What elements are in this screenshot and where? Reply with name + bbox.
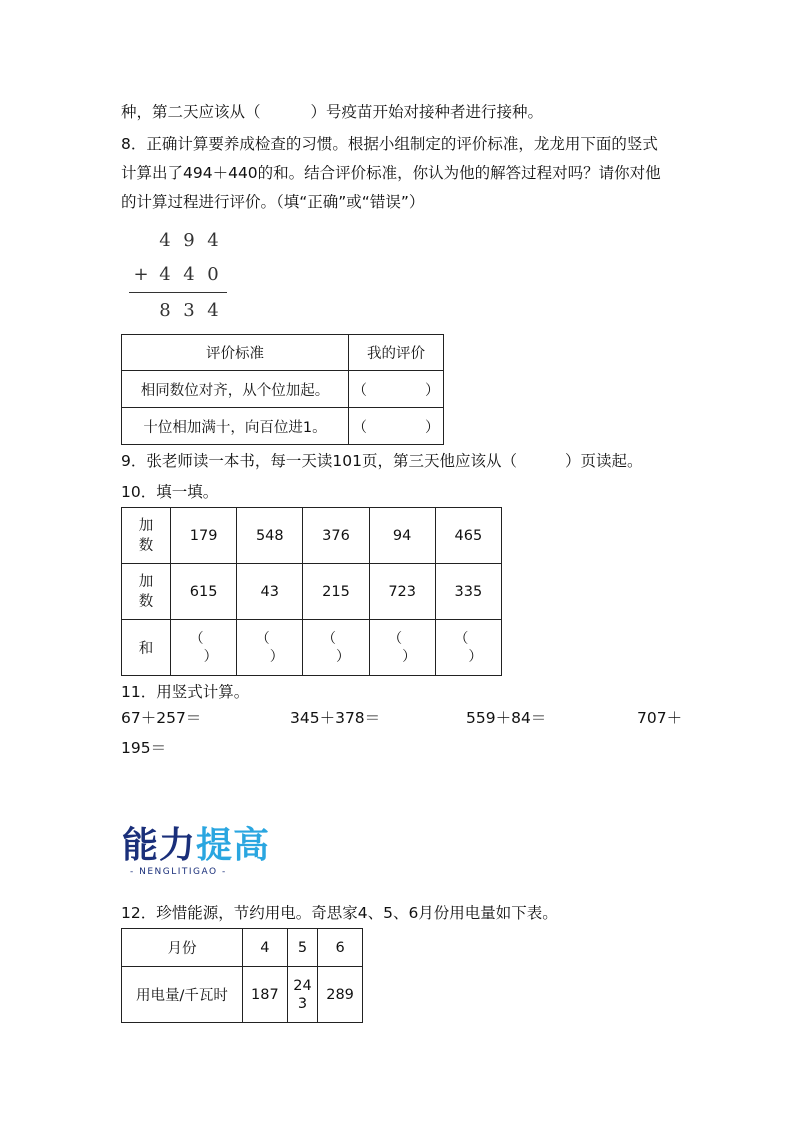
q10-title: 10．填一填。 [121, 483, 219, 501]
logo-text-part2: 提高 [196, 825, 271, 866]
q11-problem-1: 67＋257＝ [121, 709, 202, 727]
addend1-cell: 465 [435, 508, 501, 564]
electricity-row-label: 用电量/千瓦时 [122, 967, 243, 1023]
evaluation-table [121, 334, 444, 445]
month-cell: 5 [287, 929, 317, 967]
month-cell: 6 [318, 929, 363, 967]
addend2-cell: 723 [369, 564, 435, 620]
logo-text-part1: 能力 [122, 825, 197, 866]
addend2-cell: 335 [435, 564, 501, 620]
section-logo [122, 826, 270, 866]
addend1-cell: 94 [369, 508, 435, 564]
row-label-addend1: 加 数 [122, 508, 171, 564]
evaluation-criterion-1: 相同数位对齐，从个位加起。 [122, 371, 349, 408]
addend2-cell: 615 [171, 564, 237, 620]
q7-text-before: 种，第二天应该从（ [121, 103, 261, 121]
q8-line3: 的计算过程进行评价。（填“正确”或“错误”） [121, 193, 425, 211]
vertical-result: 8 3 4 [159, 300, 219, 321]
month-cell: 4 [243, 929, 288, 967]
usage-cell: 187 [243, 967, 288, 1023]
q7-text-after: ）号疫苗开始对接种者进行接种。 [310, 103, 544, 121]
sum-answer-cell[interactable]: （ ） [303, 620, 369, 676]
q9-text-after: ）页读起。 [564, 452, 643, 470]
plus-operator: + [133, 264, 149, 285]
addition-table [121, 507, 502, 676]
sum-answer-cell[interactable]: （ ） [435, 620, 501, 676]
vertical-row1: 4 9 4 [159, 230, 219, 251]
addend2-cell: 43 [237, 564, 303, 620]
q11-problem-4-continued: 195＝ [121, 739, 167, 757]
q11-problem-2: 345＋378＝ [290, 709, 381, 727]
evaluation-answer-1[interactable]: （ ） [349, 371, 444, 408]
usage-cell: 24 3 [287, 967, 317, 1023]
section-logo-subtitle: - NENGLITIGAO - [130, 867, 227, 877]
electricity-header-label: 月份 [122, 929, 243, 967]
q11-problem-4: 707＋ [637, 709, 683, 727]
vertical-sum-line [129, 292, 227, 293]
q11-problem-3: 559＋84＝ [466, 709, 547, 727]
row-label-addend2: 加 数 [122, 564, 171, 620]
addend1-cell: 376 [303, 508, 369, 564]
q7-tail [121, 101, 543, 123]
q8-line2: 计算出了494＋440的和。结合评价标准，你认为他的解答过程对吗？请你对他 [121, 164, 661, 182]
sum-answer-cell[interactable]: （ ） [369, 620, 435, 676]
row-label-sum: 和 [122, 620, 171, 676]
q11-title: 11．用竖式计算。 [121, 683, 250, 701]
addend1-cell: 179 [171, 508, 237, 564]
q8-line1: 8．正确计算要养成检查的习惯。根据小组制定的评价标准，龙龙用下面的竖式 [121, 135, 658, 153]
q12-text: 12．珍惜能源，节约用电。奇思家4、5、6月份用电量如下表。 [121, 904, 558, 922]
vertical-row2: + 4 4 0 [129, 264, 225, 285]
sum-answer-cell[interactable]: （ ） [171, 620, 237, 676]
addend1-cell: 548 [237, 508, 303, 564]
usage-cell: 289 [318, 967, 363, 1023]
q9-text-before: 9．张老师读一本书，每一天读101页，第三天他应该从（ [121, 452, 517, 470]
evaluation-header-criterion: 评价标准 [122, 335, 349, 371]
evaluation-header-answer: 我的评价 [349, 335, 444, 371]
sum-answer-cell[interactable]: （ ） [237, 620, 303, 676]
evaluation-answer-2[interactable]: （ ） [349, 408, 444, 445]
evaluation-criterion-2: 十位相加满十，向百位进1。 [122, 408, 349, 445]
q9 [121, 450, 642, 472]
electricity-table [121, 928, 363, 1023]
addend2-cell: 215 [303, 564, 369, 620]
